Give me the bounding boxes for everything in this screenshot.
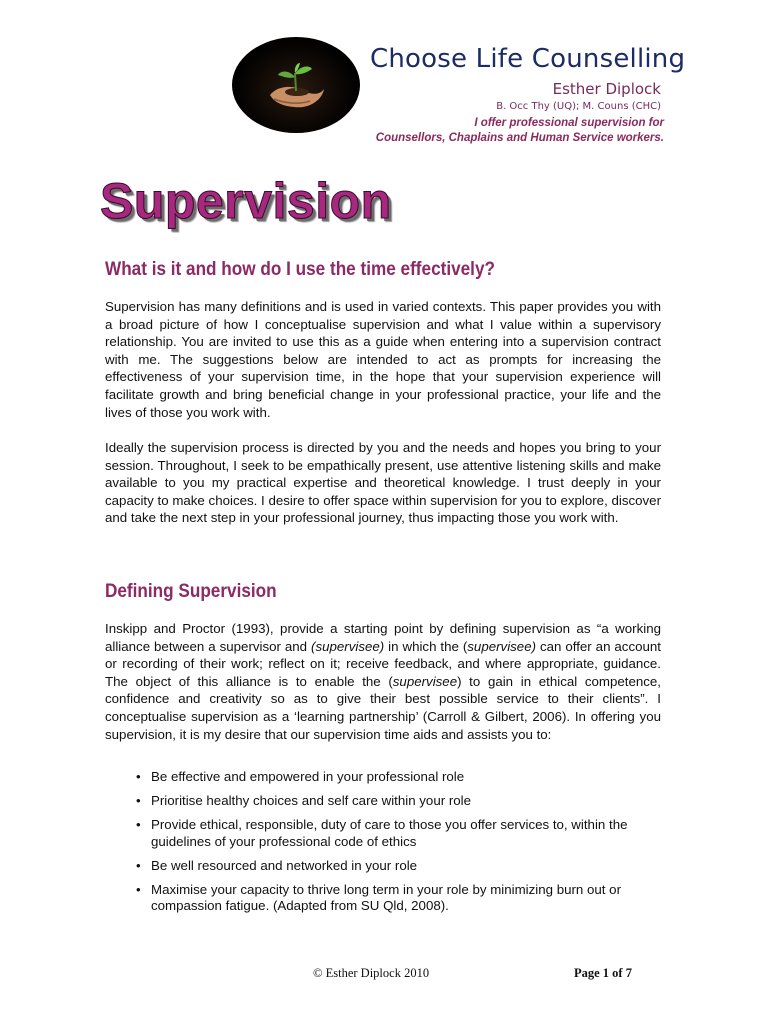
list-item: • Maximise your capacity to thrive long term in your role by minimizing burn out or compassion fatigue. (Adapted from SU Qld, 2008). bbox=[136, 882, 666, 915]
counsellor-name: Esther Diplock bbox=[552, 80, 661, 98]
section-heading-defining-supervision: Defining Supervision bbox=[105, 580, 277, 602]
definition-italic-2: supervisee) bbox=[467, 638, 537, 654]
process-paragraph: Ideally the supervision process is directed by you and the needs and hopes you bring to your session. Throughout, I seek to be empathically present, use attentive listening skills and make available to you my practical expertise and theoretical knowledge. I trust deeply in your capacity to make choices. I desire to offer space within supervision for you to explore, discover and take the next step in your professional journey, thus impacting those you work with. bbox=[105, 440, 661, 526]
page-title: Supervision bbox=[100, 173, 392, 229]
offer-line-2: Counsellors, Chaplains and Human Service workers. bbox=[375, 131, 664, 144]
list-item: • Prioritise healthy choices and self care within your role bbox=[136, 793, 666, 810]
list-item: • Be well resourced and networked in your role bbox=[136, 858, 666, 875]
qualifications: B. Occ Thy (UQ); M. Couns (CHC) bbox=[496, 101, 661, 112]
definition-paragraph bbox=[105, 620, 661, 743]
list-item: • Provide ethical, responsible, duty of care to those you offer services to, within the guidelines of your professional code of ethics bbox=[136, 817, 666, 850]
definition-italic-3: supervisee bbox=[392, 673, 458, 689]
seedling-in-hands-icon bbox=[264, 55, 328, 115]
logo bbox=[232, 37, 360, 133]
list-item: • Be effective and empowered in your professional role bbox=[136, 769, 666, 786]
definition-text-3: can offer an account or recording of their work; reflect on it; receive feedback, and where appropriate, guidance. The object of this alliance is to enable the ( bbox=[105, 638, 661, 689]
section-heading-what-is-it: What is it and how do I use the time effectively? bbox=[105, 258, 495, 280]
intro-paragraph: Supervision has many definitions and is used in varied contexts. This paper provides you with a broad picture of how I conceptualise supervision and what I value within a supervisory relationship. You are invited to use this as a guide when entering into a supervision contract with me. The suggestions below are intended to act as prompts for increasing the effectiveness of your supervision time, in the hope that your supervision experience will facilitate growth and bring beneficial change in your professional practice, your life and the lives of those you work with. bbox=[105, 299, 661, 420]
service-offer bbox=[376, 116, 664, 145]
brand-name: Choose Life Counselling bbox=[370, 44, 686, 74]
definition-text-2: in which the ( bbox=[384, 638, 468, 654]
footer-page-number: Page 1 of 7 bbox=[574, 966, 632, 980]
supervision-aims-list bbox=[136, 769, 666, 922]
definition-text-4: ) to gain in ethical competence, confidence and creativity so as to give their best possible service to their clients”. I conceptualise supervision as a ‘learning partnership’ (Carroll & Gilbert, 2006). In offering you supervision, it is my desire that our supervision time aids and assists you to: bbox=[105, 673, 661, 742]
offer-line-1: I offer professional supervision for bbox=[474, 117, 664, 129]
footer-copyright: © Esther Diplock 2010 bbox=[313, 966, 430, 980]
definition-italic-1: (supervisee) bbox=[311, 638, 385, 654]
definition-text-1: Inskipp and Proctor (1993), provide a starting point by defining supervision as “a working alliance between a supervisor and bbox=[105, 621, 661, 654]
